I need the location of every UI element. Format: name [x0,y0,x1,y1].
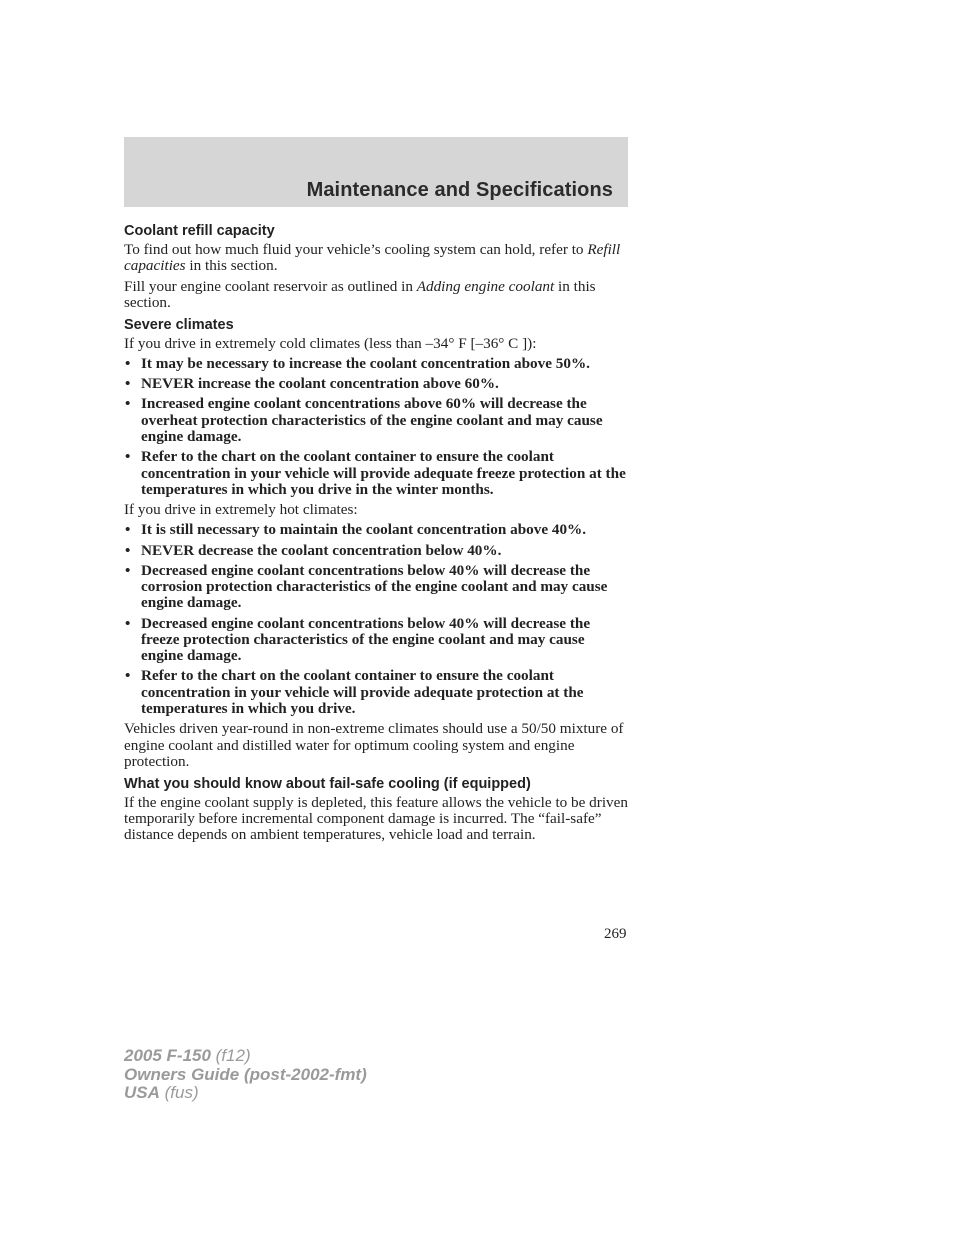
cross-reference-refill-capacities: Refill capacities [124,241,621,275]
list-item: • It may be necessary to increase the coolant concentration above 50%. [125,355,590,373]
heading-coolant-refill-capacity: Coolant refill capacity [124,223,275,239]
document-footer [124,1047,367,1103]
bullet-icon: • [125,375,131,393]
bullet-icon: • [125,667,131,685]
page-content [124,220,630,848]
footer-line-region: USA (fus) [124,1083,199,1102]
bullet-icon: • [125,521,131,539]
list-item: • Refer to the chart on the coolant container to ensure the coolant concentration in your vehicle will provide adequate freeze protection at the temperatures in which you drive in the winter months. [125,448,626,498]
bullet-icon: • [125,448,131,466]
footer-line-model: 2005 F-150 (f12) [124,1046,251,1065]
list-item: • Increased engine coolant concentrations above 60% will decrease the overheat protection characteristics of the engine coolant and may cause engine damage. [125,395,603,446]
paragraph-fail-safe-cooling: If the engine coolant supply is depleted, this feature allows the vehicle to be driven temporarily before incremental component damage is incurred. The “fail-safe” distance depends on ambient temperatures, vehicle load and terrain. [124,793,628,844]
footer-line-guide: Owners Guide (post-2002-fmt) [124,1064,367,1084]
bullet-icon: • [125,541,131,559]
list-item: • Refer to the chart on the coolant container to ensure the coolant concentration in your vehicle will provide adequate protection at the temperatures in which you drive. [125,667,584,718]
bullet-icon: • [125,355,131,373]
bullet-icon: • [125,395,131,413]
paragraph-non-extreme-climates: Vehicles driven year-round in non-extreme climates should use a 50/50 mixture of engine coolant and distilled water for optimum cooling system and engine protection. [124,720,624,771]
paragraph-refill-capacities: To find out how much fluid your vehicle’s cooling system can hold, refer to Refill capacities in this section. [124,241,621,275]
heading-fail-safe-cooling: What you should know about fail-safe cooling (if equipped) [124,775,531,792]
bullet-icon: • [125,614,131,632]
section-header-band [124,137,628,207]
list-item: • NEVER increase the coolant concentration above 60%. [125,375,499,393]
list-item: • Decreased engine coolant concentrations below 40% will decrease the corrosion protection characteristics of the engine coolant and may cause engine damage. [125,561,608,612]
list-item: • It is still necessary to maintain the coolant concentration above 40%. [125,521,587,539]
list-hot-climate-bullets [124,522,630,717]
paragraph-hot-climates-intro: If you drive in extremely hot climates: [124,501,358,519]
heading-severe-climates: Severe climates [124,316,234,333]
bullet-icon: • [125,561,131,579]
page-number: 269 [604,926,627,942]
list-item: • Decreased engine coolant concentrations below 40% will decrease the freeze protection characteristics of the engine coolant and may cause engine damage. [125,614,591,665]
section-title: Maintenance and Specifications [306,179,613,201]
paragraph-cold-climates-intro: If you drive in extremely cold climates (less than –34° F [–36° C ]): [124,334,537,352]
cross-reference-adding-engine-coolant: Adding engine coolant [416,277,555,295]
paragraph-fill-reservoir: Fill your engine coolant reservoir as outlined in Adding engine coolant in this section. [124,277,596,312]
list-cold-climate-bullets [124,356,630,498]
list-item: • NEVER decrease the coolant concentration below 40%. [125,541,502,559]
